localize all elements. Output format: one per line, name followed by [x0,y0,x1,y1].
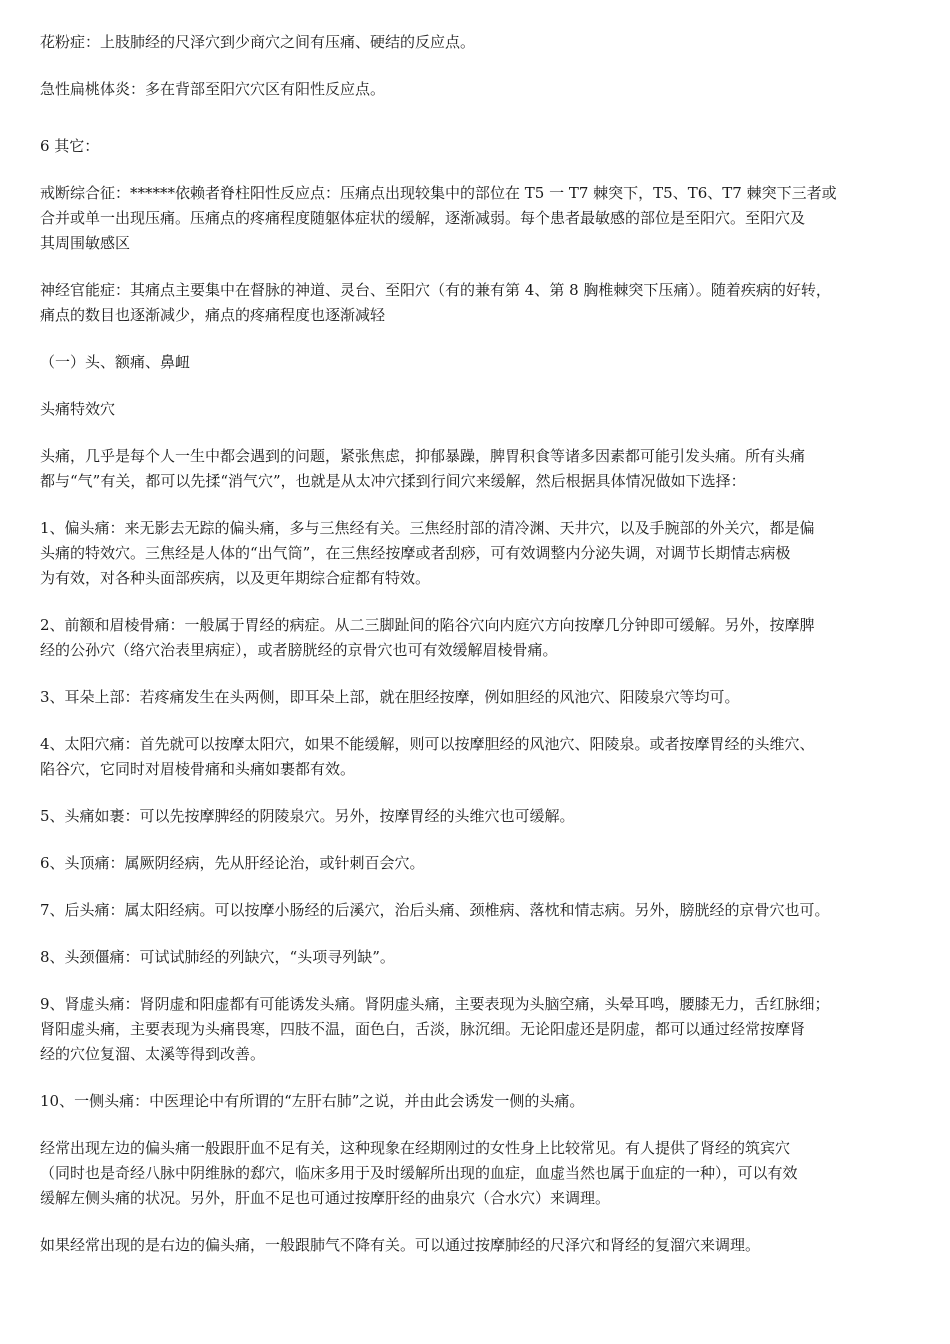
paragraph-item-8 [40,945,932,970]
paragraph-item-9 [40,992,932,1067]
paragraph-line: 肾阳虚头痛，主要表现为头痛畏寒，四肢不温，面色白，舌淡，脉沉细。无论阳虚还是阴虚，都可以通过经常按摩肾 [40,1020,806,1038]
paragraph-item-7 [40,898,932,923]
paragraph-line: 急性扁桃体炎：多在背部至阳穴穴区有阳性反应点。 [40,80,386,98]
paragraph-line: 6 其它： [40,137,100,155]
paragraph-line: 其周围敏感区 [40,234,131,252]
paragraph-right-headache [40,1233,932,1258]
paragraph-line: 10、一侧头痛：中医理论中有所谓的“左肝右肺”之说，并由此会诱发一侧的头痛。 [40,1092,585,1110]
paragraph-line: 经常出现左边的偏头痛一般跟肝血不足有关，这种现象在经期刚过的女性身上比较常见。有人提供了肾经的筑宾穴 [40,1139,791,1157]
paragraph-line: 合并或单一出现压痛。压痛点的疼痛程度随躯体症状的缓解，逐渐减弱。每个患者最敏感的部位是至阳穴。至阳穴及 [40,209,806,227]
paragraph-headache-intro [40,444,932,494]
paragraph-line: 7、后头痛：属太阳经病。可以按摩小肠经的后溪穴，治后头痛、颈椎病、落枕和情志病。另外，膀胱经的京骨穴也可。 [40,901,830,919]
paragraph-item-4 [40,732,932,782]
paragraph-line: 6、头顶痛：属厥阴经病，先从肝经论治，或针刺百会穴。 [40,854,425,872]
paragraph-line: 5、头痛如裹：可以先按摩脾经的阴陵泉穴。另外，按摩胃经的头维穴也可缓解。 [40,807,575,825]
paragraph-line: 花粉症：上肢肺经的尺泽穴到少商穴之间有压痛、硬结的反应点。 [40,33,476,51]
paragraph-line: 都与“气”有关，都可以先揉“消气穴”，也就是从太冲穴揉到行间穴来缓解，然后根据具体情况做如下选择： [40,472,746,490]
paragraph-item-1 [40,516,932,591]
paragraph-line: 头痛，几乎是每个人一生中都会遇到的问题，紧张焦虑，抑郁暴躁，脾胃积食等诸多因素都可能引发头痛。所有头痛 [40,447,806,465]
paragraph-tonsillitis [40,77,932,102]
subheading-headache-points [40,397,932,422]
paragraph-line: 4、太阳穴痛：首先就可以按摩太阳穴，如果不能缓解，则可以按摩胆经的风池穴、阳陵泉。或者按摩胃经的头维穴、 [40,735,815,753]
paragraph-line: 神经官能症：其痛点主要集中在督脉的神道、灵台、至阳穴（有的兼有第 4、第 8 胸椎棘突下压痛）。随着疾病的好转， [40,281,831,299]
paragraph-line: 戒断综合征：******依赖者脊柱阳性反应点：压痛点出现较集中的部位在 T5 一 T7 棘突下，T5、T6、T7 棘突下三者或 [40,184,837,202]
paragraph-item-6 [40,851,932,876]
paragraph-hay-fever [40,30,932,55]
paragraph-line: （同时也是奇经八脉中阴维脉的郄穴，临床多用于及时缓解所出现的血症，血虚当然也属于血症的一种），可以有效 [40,1164,798,1182]
section-heading-headache [40,350,932,375]
paragraph-withdrawal-syndrome [40,181,932,256]
paragraph-line: 2、前额和眉棱骨痛：一般属于胃经的病症。从二三脚趾间的陷谷穴向内庭穴方向按摩几分钟即可缓解。另外，按摩脾 [40,616,815,634]
paragraph-line: 如果经常出现的是右边的偏头痛，一般跟肺气不降有关。可以通过按摩肺经的尺泽穴和肾经的复溜穴来调理。 [40,1236,761,1254]
paragraph-line: 缓解左侧头痛的状况。另外，肝血不足也可通过按摩肝经的曲泉穴（合水穴）来调理。 [40,1189,611,1207]
paragraph-line: 头痛的特效穴。三焦经是人体的“出气筒”，在三焦经按摩或者刮痧，可有效调整内分泌失调，对调节长期情志病极 [40,544,791,562]
paragraph-line: 痛点的数目也逐渐减少，痛点的疼痛程度也逐渐减轻 [40,306,386,324]
paragraph-neurosis [40,278,932,328]
paragraph-item-2 [40,613,932,663]
paragraph-line: 经的穴位复溜、太溪等得到改善。 [40,1045,266,1063]
paragraph-item-10 [40,1089,932,1114]
paragraph-line: 经的公孙穴（络穴治表里病症），或者膀胱经的京骨穴也可有效缓解眉棱骨痛。 [40,641,558,659]
paragraph-line: 8、头颈僵痛：可试试肺经的列缺穴，“头项寻列缺”。 [40,948,395,966]
paragraph-line: 陷谷穴，它同时对眉棱骨痛和头痛如裹都有效。 [40,760,356,778]
paragraph-left-headache [40,1136,932,1211]
paragraph-line: 1、偏头痛：来无影去无踪的偏头痛，多与三焦经有关。三焦经肘部的清冷渊、天井穴，以及手腕部的外关穴，都是偏 [40,519,815,537]
paragraph-line: 9、肾虚头痛：肾阴虚和阳虚都有可能诱发头痛。肾阴虚头痛，主要表现为头脑空痛，头晕耳鸣，腰膝无力，舌红脉细； [40,995,830,1013]
paragraph-line: （一）头、额痛、鼻衄 [40,353,191,371]
section-heading-others [40,134,932,159]
paragraph-item-3 [40,685,932,710]
paragraph-line: 3、耳朵上部：若疼痛发生在头两侧，即耳朵上部，就在胆经按摩，例如胆经的风池穴、阳陵泉穴等均可。 [40,688,740,706]
paragraph-line: 为有效，对各种头面部疾病，以及更年期综合症都有特效。 [40,569,431,587]
paragraph-item-5 [40,804,932,829]
paragraph-line: 头痛特效穴 [40,400,116,418]
